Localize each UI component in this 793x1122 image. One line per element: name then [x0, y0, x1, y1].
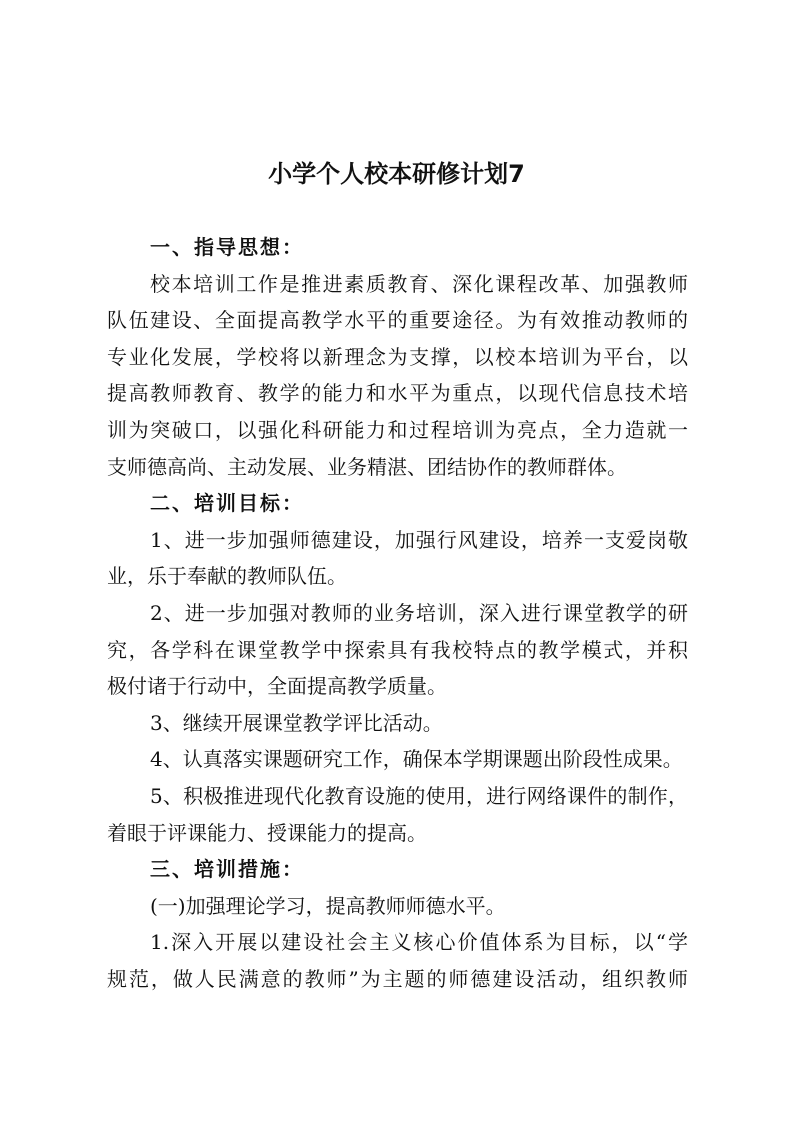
- paragraph-line: 4、认真落实课题研究工作，确保本学期课题出阶段性成果。: [150, 747, 683, 772]
- document-title: 小学个人校本研修计划7: [268, 160, 525, 188]
- paragraph-line: (一)加强理论学习，提高教师师德水平。: [150, 893, 506, 918]
- section-heading: 一、指导思想：: [150, 235, 304, 259]
- paragraph-line: 3、继续开展课堂教学评比活动。: [150, 710, 443, 735]
- paragraph-line: 支师德高尚、主动发展、业务精湛、团结协作的教师群体。: [107, 454, 627, 479]
- paragraph-line: 着眼于评课能力、授课能力的提高。: [107, 820, 427, 845]
- paragraph-line: 校本培训工作是推进素质教育、深化课程改革、加强教师: [150, 271, 688, 296]
- paragraph-line: 究，各学科在课堂教学中探索具有我校特点的教学模式，并积: [107, 637, 688, 662]
- section-heading: 三、培训措施：: [150, 857, 304, 882]
- paragraph-line: 1、进一步加强师德建设，加强行风建设，培养一支爱岗敬: [150, 527, 688, 552]
- paragraph-line: 2、进一步加强对教师的业务培训，深入进行课堂教学的研: [150, 601, 688, 625]
- paragraph-line: 队伍建设、全面提高教学水平的重要途径。为有效推动教师的: [107, 308, 688, 333]
- paragraph-line: 规范，做人民满意的教师”为主题的师德建设活动，组织教师: [107, 967, 688, 991]
- paragraph-line: 5、积极推进现代化教育设施的使用，进行网络课件的制作，: [150, 784, 688, 808]
- paragraph-line: 极付诸于行动中，全面提高教学质量。: [107, 674, 447, 699]
- paragraph-line: 训为突破口，以强化科研能力和过程培训为亮点，全力造就一: [107, 418, 688, 442]
- paragraph-line: 1.深入开展以建设社会主义核心价值体系为目标，以“学: [150, 930, 688, 955]
- paragraph-line: 提高教师教育、教学的能力和水平为重点，以现代信息技术培: [107, 381, 688, 406]
- section-heading: 二、培训目标：: [150, 491, 304, 516]
- paragraph-line: 专业化发展，学校将以新理念为支撑，以校本培训为平台，以: [107, 344, 688, 369]
- paragraph-line: 业，乐于奉献的教师队伍。: [107, 564, 347, 589]
